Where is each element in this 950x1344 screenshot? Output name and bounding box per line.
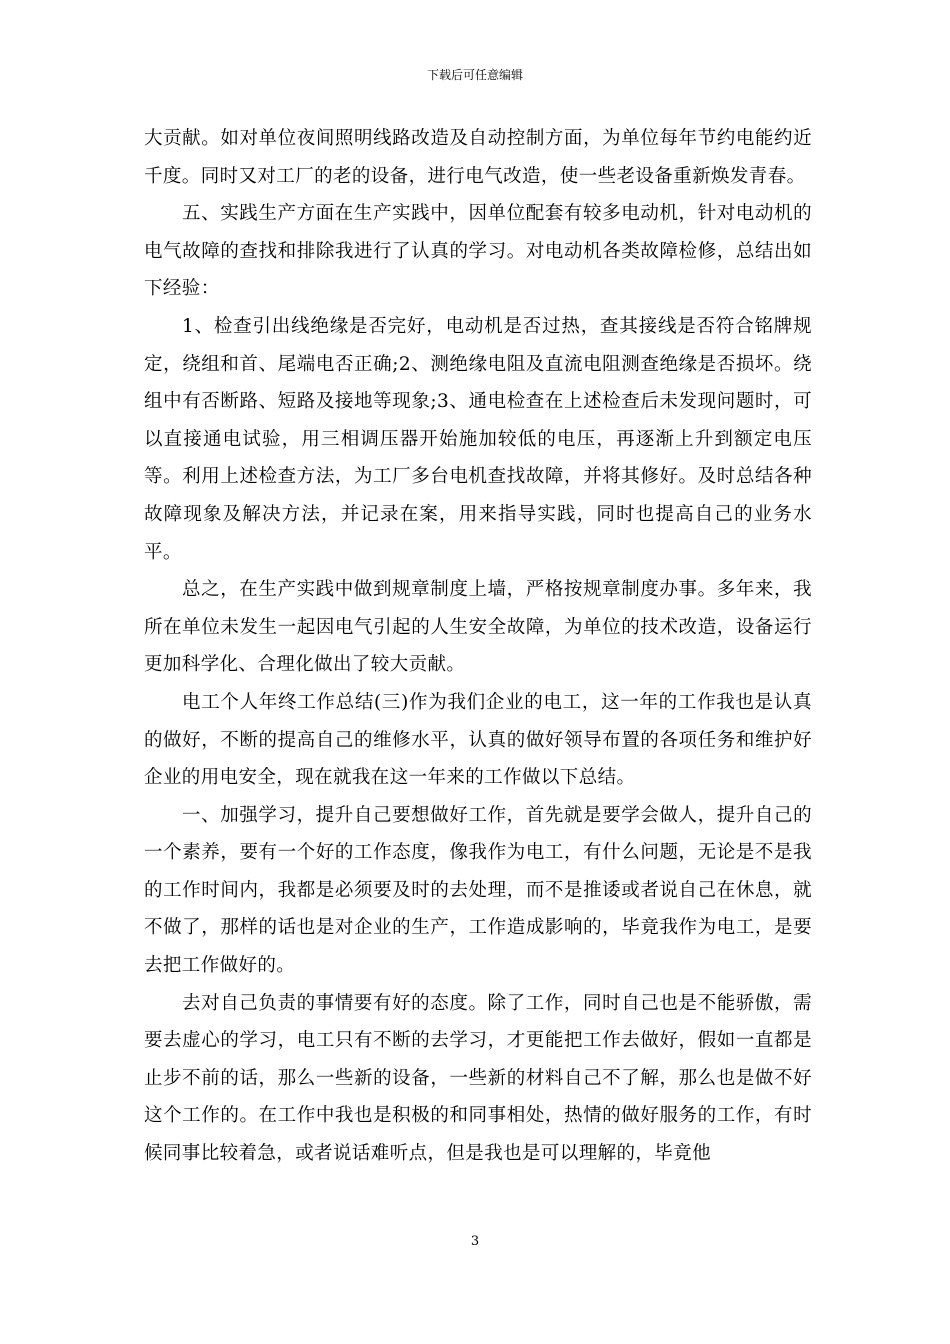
paragraph-inspection-steps: 1、检查引出线绝缘是否完好，电动机是否过热，查其接线是否符合铭牌规定，绕组和首、尾端电否正确;2、测绝缘电阻及直流电阻测查绝缘是否损坏。绕组中有否断路、短路及接地等现象;3、通电检查在上述检查后未发现问题时，可以直接通电试验，用三相调压器开始施加较低的电压，再逐渐上升到额定电压等。利用上述检查方法，为工厂多台电机查找故障，并将其修好。及时总结各种故障现象及解决方法，并记录在案，用来指导实践，同时也提高自己的业务水平。 bbox=[144, 315, 812, 563]
page-header: 下载后可任意编辑 bbox=[426, 68, 523, 82]
paragraph-continuation: 大贡献。如对单位夜间照明线路改造及自动控制方面，为单位每年节约电能约近千度。同时又对工厂的老的设备，进行电气改造，使一些老设备重新焕发青春。 bbox=[144, 128, 812, 187]
paragraph-year-end-summary-three: 电工个人年终工作总结(三)作为我们企业的电工，这一年的工作我也是认真的做好，不断的提高自己的维修水平，认真的做好领导布置的各项任务和维护好企业的用电安全，现在就我在这一年来的工作做以下总结。 bbox=[144, 691, 812, 789]
paragraph-summary: 总之，在生产实践中做到规章制度上墙，严格按规章制度办事。多年来，我所在单位未发生一起因电气引起的人生安全故障，为单位的技术改造，设备运行更加科学化、合理化做出了较大贡献。 bbox=[144, 579, 812, 676]
page-number: 3 bbox=[470, 1234, 480, 1249]
paragraph-responsibility-attitude: 去对自己负责的事情要有好的态度。除了工作，同时自己也是不能骄傲，需要去虚心的学习，电工只有不断的去学习，才更能把工作去做好，假如一直都是止步不前的话，那么一些新的设备，一些新的材料自己不了解，那么也是做不好这个工作的。在工作中我也是积极的和同事相处，热情的做好服务的工作，有时候同事比较着急，或者说话难听点，但是我也是可以理解的，毕竟他 bbox=[144, 992, 812, 1165]
paragraph-strengthen-learning: 一、加强学习，提升自己要想做好工作，首先就是要学会做人，提升自己的一个素养，要有一个好的工作态度，像我作为电工，有什么问题，无论是不是我的工作时间内，我都是必须要及时的去处理，而不是推诿或者说自己在休息，就不做了，那样的话也是对企业的生产，工作造成影响的，毕竟我作为电工，是要去把工作做好的。 bbox=[144, 804, 812, 977]
document-body bbox=[144, 120, 812, 1173]
paragraph-practice-production: 五、实践生产方面在生产实践中，因单位配套有较多电动机，针对电动机的电气故障的查找和排除我进行了认真的学习。对电动机各类故障检修，总结出如下经验： bbox=[144, 203, 812, 300]
